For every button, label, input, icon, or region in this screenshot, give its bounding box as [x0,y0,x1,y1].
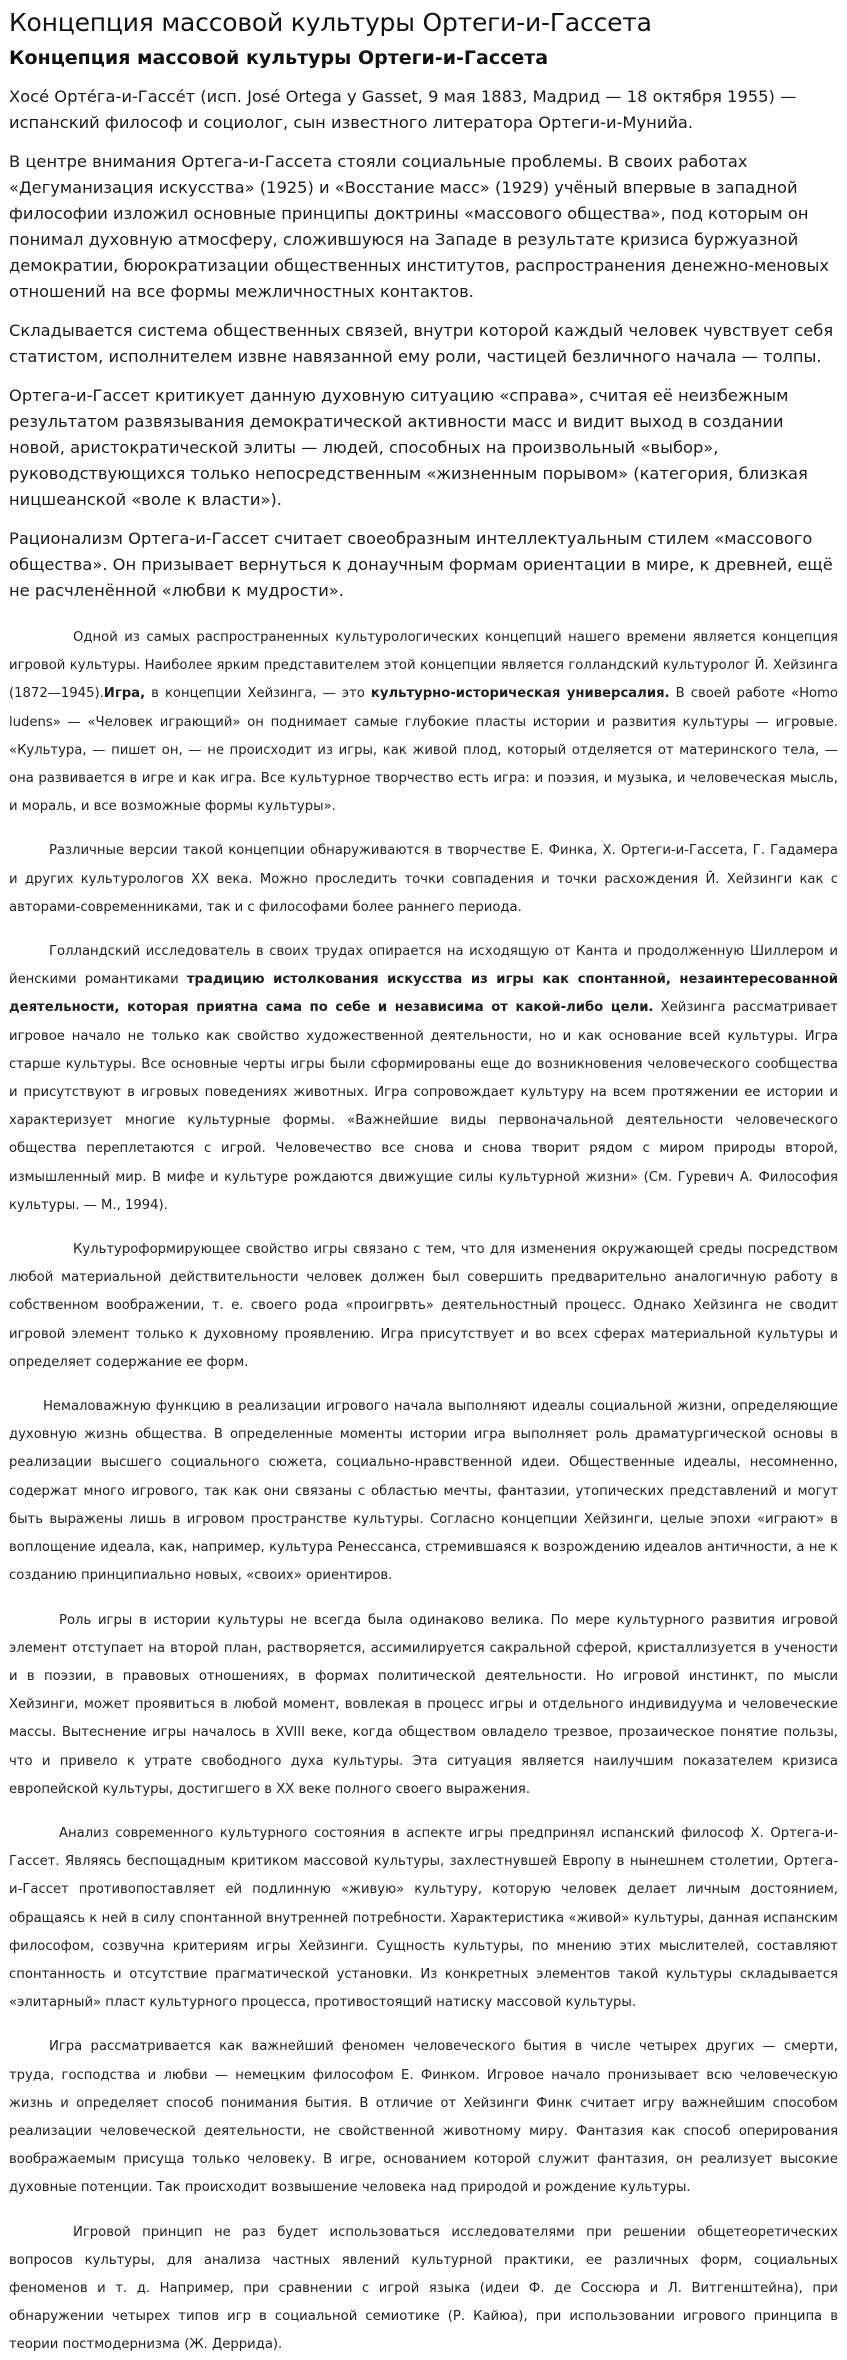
intro-paragraph-3: Складывается система общественных связей, внутри которой каждый человек чувствует себя статистом, исполнителем извне навязанной ему роли, частицей безличного начала — толпы. [9,321,834,366]
body-paragraph-2: Различные версии такой концепции обнаруживаются в творчестве Е. Финка, Х. Ортеги-и-Гассета, Г. Гадамера и других культурологов XX века. Можно проследить точки совпадения и точки расхождения Й. Хейзинги как с авторами-современниками, так и с философами более раннего периода. [9,843,838,915]
intro-paragraph-2: В центре внимания Ортега-и-Гассета стояли социальные проблемы. В своих работах «Дегуманизация искусства» (1925) и «Восстание масс» (1929) учёный впервые в западной философии изложил основные принципы доктрины «массового общества», под которым он понимал духовную атмосферу, сложившуюся на Западе в результате кризиса буржуазной демократии, бюрократизации общественных институтов, распространения денежно-меновых отношений на все формы межличностных контактов. [9,152,829,301]
body-paragraph-3 [9,938,838,1220]
page-title: Концепция массовой культуры Ортеги-и-Гассета [9,8,652,37]
paragraph-text: Голландский исследователь в своих трудах опирается на исходящую от Канта и продолженную Шиллером и йенскими романтиками [9,944,838,988]
paragraph-text: Хейзинга рассматривает игровое начало не только как свойство художественной деятельности, но и как основание всей культуры. Игра старше культуры. Все основные черты игры были сформированы еще до возникновения человеческого сообщества и присутствуют в игровых поведениях животных. Игра сопровождает культуру на всем протяжении ее истории и характеризует многие культурные формы. «Важнейшие виды первоначальной деятельности человеческого общества переплетаются с игрой. Человечество все снова и снова творит рядом с миром природы второй, измышленный мир. В мифе и культуре рождаются движущие силы культурной жизни» (См. Гуревич А. Философия культуры. — М., 1994). [9,1000,838,1213]
intro-paragraph-1: Хосе́ Орте́га-и-Гассе́т (исп. José Ortega y Gasset, 9 мая 1883, Мадрид — 18 октября 1955) — испанский философ и социолог, сын известного литератора Ортеги-и-Мунийа. [9,87,797,132]
body-paragraph-7: Анализ современного культурного состояния в аспекте игры предпринял испанский философ Х. Ортега-и-Гассет. Являясь беспощадным критиком массовой культуры, захлестнувшей Европу в нынешнем столетии, Ортега-и-Гассет противопоставляет ей подлинную «живую» культуру, которую человек делает личным достоянием, обращаясь к ней в силу спонтанной внутренней потребности. Характеристика «живой» культуры, данная испанским философом, созвучна критериям игры Хейзинги. Сущность культуры, по мнению этих мыслителей, составляют спонтанность и отсутствие прагматической установки. Из конкретных элементов такой культуры складывается «элитарный» пласт культурного процесса, противостоящий натиску массовой культуры. [9,1825,838,2011]
bold-term: Игра, [103,686,146,702]
intro-paragraph-5: Рационализм Ортега-и-Гассет считает своеобразным интеллектуальным стилем «массового общества». Он призывает вернуться к донаучным формам ориентации в мире, к древней, ещё не расчленённой «любви к мудрости». [9,529,833,600]
body-paragraph-5: Немаловажную функцию в реализации игрового начала выполняют идеалы социальной жизни, определяющие духовную жизнь общества. В определенные моменты истории игра выполняет роль драматургической основы в реализации высшего социального сюжета, социально-нравственной идеи. Общественные идеалы, несомненно, содержат много игрового, так как они связаны с областью мечты, фантазии, утопических представлений и могут быть выражены лишь в игровом пространстве культуры. Согласно концепции Хейзинги, целые эпохи «играют» в воплощение идеала, как, например, культура Ренессанса, стремившаяся к возрождению идеалов античности, а не к созданию принципиально новых, «своих» ориентиров. [9,1399,838,1584]
paragraph-text: Одной из самых распространенных культурологических концепций нашего времени является концепция игровой культуры. Наиболее ярким представителем этой концепции является голландский культуролог Й. Хейзинга (1872—1945). [9,630,838,702]
body-paragraph-6: Роль игры в истории культуры не всегда была одинаково велика. По мере культурного развития игровой элемент отступает на второй план, растворяется, ассимилируется сакральной сферой, кристаллизуется в учености и в поэзии, в правовых отношениях, в формах политической деятельности. Но игровой инстинкт, по мысли Хейзинги, может проявиться в любой момент, вовлекая в процесс игры и отдельного индивидуума и человеческие массы. Вытеснение игры началось в XVIII веке, когда обществом овладело трезвое, прозаическое понятие пользы, что и привело к утрате свободного духа культуры. Эта ситуация является наилучшим показателем кризиса европейской культуры, достигшего в XX веке полного своего выражения. [9,1612,838,1797]
paragraph-text: В своей работе «Homo ludens» — «Человек играющий» он поднимает самые глубокие пласты истории и развития культуры — игровые. «Культура, — пишет он, — не происходит из игры, как живой плод, который отделяется от материнского тела, — она развивается в игре и как игра. Все культурное творчество есть игра: и поэзия, и музыка, и человеческая мысль, и мораль, и все возможные формы культуры». [9,686,838,815]
body-paragraph-8: Игра рассматривается как важнейший феномен человеческого бытия в числе четырех других — смерти, труда, господства и любви — немецким философом Е. Финком. Игровое начало пронизывает всю человеческую жизнь и определяет способ понимания бытия. В отличие от Хейзинги Финк считает игру важнейшим способом реализации человеческой деятельности, не свойственной животному миру. Фантазия как способ оперирования воображаемым присуща только человеку. В игре, основанием которой служит фантазия, он реализует высокие духовные потенции. Так происходит возвышение человека над природой и рождение культуры. [9,2039,838,2196]
body-paragraph-4: Культуроформирующее свойство игры связано с тем, что для изменения окружающей среды посредством любой материальной действительности человек должен был совершить предварительно аналогичную работу в собственном воображении, т. е. своего рода «проигрвть» деятельностный процесс. Однако Хейзинга не сводит игровой элемент только к духовному проявлению. Игра присутствует и во всех сферах материальной культуры и определяет содержание ее форм. [9,1242,838,1370]
article-subtitle: Концепция массовой культуры Ортеги-и-Гассета [9,47,549,69]
bold-term: культурно-историческая универсалия. [370,686,670,702]
intro-paragraph-4: Ортега-и-Гассет критикует данную духовную ситуацию «справа», считая её неизбежным результатом развязывания демократической активности масс и видит выход в создании новой, аристократической элиты — людей, способных на произвольный «выбор», руководствующихся только непосредственным «жизненным порывом» (категория, близкая ницшеанской «воле к власти»). [9,386,808,509]
body-paragraph-9: Игровой принцип не раз будет использоваться исследователями при решении общетеоретических вопросов культуры, для анализа частных явлений культурной практики, ее различных форм, социальных феноменов и т. д. Например, при сравнении с игрой языка (идеи Ф. де Соссюра и Л. Витгенштейна), при обнаружении четырех типов игр в социальной семиотике (Р. Кайюа), при использовании игрового принципа в теории постмодернизма (Ж. Деррида). [9,2224,838,2353]
body-paragraph-1 [9,624,838,821]
paragraph-text: в концепции Хейзинга, — это [145,686,371,702]
bold-term: традицию истолкования искусства из игры как спонтанной, незаинтересованной деятельности, которая приятна сама по себе и независима от какой-либо цели. [9,972,839,1016]
